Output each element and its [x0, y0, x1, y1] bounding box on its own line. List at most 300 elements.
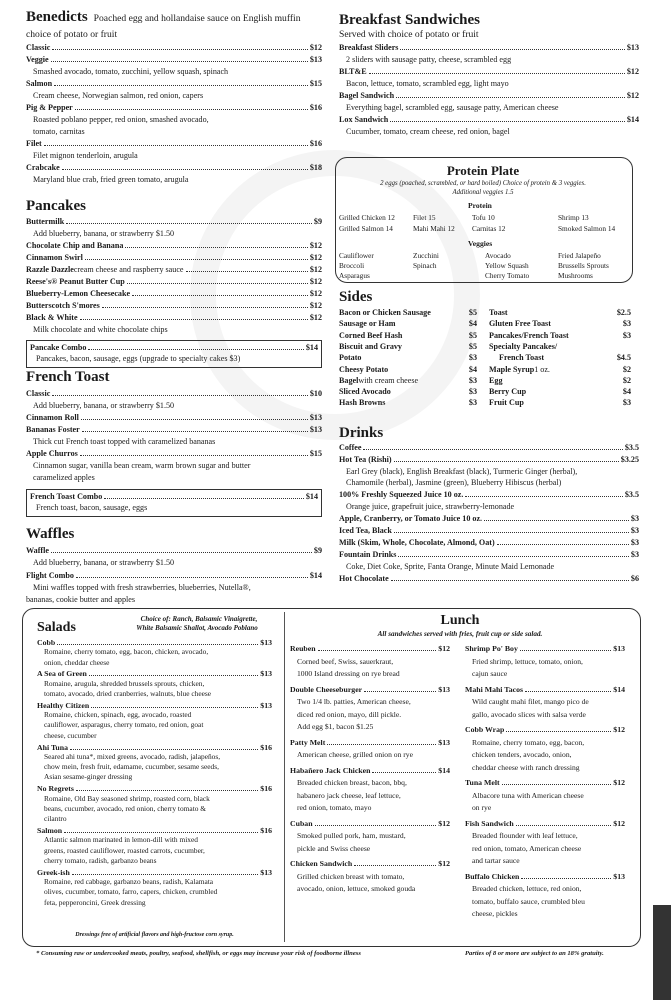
side-r-0-price: $2.5: [616, 308, 631, 317]
salads-title: Salads: [37, 620, 76, 635]
bs-3-desc: Cucumber, tomato, cream cheese, red onion, bagel: [346, 127, 510, 136]
side-r-1-name: Gluten Free Toast: [489, 319, 551, 329]
leader-dots: [372, 772, 436, 773]
salad-3-price: $16: [260, 742, 272, 752]
divider: [284, 612, 285, 942]
drink-tea-price: $3.25: [620, 455, 639, 464]
flight-combo-price: $14: [309, 571, 322, 580]
protein-name: Grilled Salmon: [339, 224, 384, 233]
ft-churros-name: Apple Churros: [26, 449, 78, 458]
fountain-desc: Coke, Diet Coke, Sprite, Fanta Orange, Minute Maid Lemonade: [346, 562, 555, 571]
drink-juice-price: $3: [630, 514, 639, 523]
veggie-item: Cauliflower: [339, 251, 374, 260]
side-l-8-price: $3: [468, 398, 477, 408]
pancake-6-name: Butterscotch S'mores: [26, 301, 100, 310]
benedict-3-price: $16: [309, 103, 322, 112]
protein-price: 12: [447, 224, 455, 233]
lunch-col1-1-desc: Add egg $1, bacon $1.25: [297, 722, 374, 731]
lunch-col1-2-desc: American cheese, grilled onion on rye: [297, 750, 413, 759]
ft-roll-price: $13: [309, 413, 322, 422]
leader-dots: [520, 650, 611, 651]
side-l-1-price: $4: [468, 319, 477, 329]
salad-2-desc: cheese, cucumber: [44, 730, 97, 740]
side-l-4-price: $3: [468, 353, 477, 363]
ft-roll-name: Cinnamon Roll: [26, 413, 79, 422]
salad-4-desc: Romaine, Old Bay seasoned shrimp, roasted corn, black: [44, 793, 210, 803]
salad-5-desc: Atlantic salmon marinated in lemon-dill with mixed: [44, 835, 198, 845]
lunch-col1-3-desc: red onion, tomato, mayo: [297, 803, 372, 812]
side-r-6-price: $2: [622, 375, 631, 385]
waffles-title: Waffles: [26, 526, 75, 542]
side-l-3-price: $5: [468, 341, 477, 351]
protein-name: Carnitas: [472, 224, 497, 233]
protein-price: 12: [498, 224, 506, 233]
lunch-col2-2-price: $12: [613, 725, 625, 734]
black-white-desc: Milk chocolate and white chocolate chips: [33, 325, 168, 334]
lunch-col1-3-price: $14: [438, 765, 450, 775]
veggie-item: Brussells Sprouts: [558, 261, 609, 270]
lunch-col2-2-name: Cobb Wrap: [465, 725, 505, 734]
lunch-col2-5-name: Buffalo Chicken: [465, 871, 520, 881]
leader-dots: [516, 825, 612, 826]
leader-dots: [64, 832, 258, 833]
bs-2-name: Bagel Sandwich: [339, 91, 395, 100]
lunch-col2-4-price: $12: [613, 818, 625, 828]
pancake-3-name: Razzle Dazzle: [26, 265, 74, 274]
leader-dots: [91, 707, 258, 708]
bs-3-name: Lox Sandwich: [339, 115, 389, 124]
lunch-col1-2-price: $13: [438, 737, 450, 747]
lunch-col2-5-desc: cheese, pickles: [472, 909, 518, 918]
protein-price: 12: [387, 213, 395, 222]
tea-desc: Earl Grey (black), English Breakfast (black), Turmeric Ginger (herbal),: [346, 467, 578, 476]
lunch-col2-0-desc: cajun sauce: [472, 669, 508, 678]
drink-fountain-price: $3: [630, 550, 639, 559]
lunch-col1-1-row: [290, 684, 450, 695]
salad-4-desc: beans, cucumber, avocado, red onion, cherry tomato &: [44, 803, 207, 813]
side-r-2-name: Pancakes/French Toast: [489, 330, 569, 340]
leader-dots: [57, 644, 258, 645]
side-l-4-name: Potato: [339, 353, 362, 363]
leader-dots: [315, 825, 437, 826]
drink-iced-name: Iced Tea, Black: [339, 526, 392, 535]
lunch-section: [290, 0, 630, 1000]
pancake-4-price: $12: [309, 277, 322, 286]
lunch-col1-0-name: Reuben: [290, 644, 316, 653]
side-l-6-price: $3: [468, 375, 477, 385]
lunch-col1-5-row: [290, 858, 450, 869]
salad-0-name: Cobb: [37, 638, 56, 647]
lunch-col2-4-desc: red onion, tomato, American cheese: [472, 843, 582, 853]
drink-coffee-price: $3.5: [624, 443, 639, 452]
bs-1-price: $12: [626, 67, 639, 76]
pancake-combo-price: $14: [305, 343, 318, 352]
benedict-0-name: Classic: [26, 43, 51, 52]
lunch-col1-0-row: [290, 643, 450, 654]
benedict-4-price: $16: [309, 139, 322, 148]
side-r-7-name: Berry Cup: [489, 387, 527, 397]
dressing-footnote: Dressings free of artificial flavors and high-fructose corn syrup.: [75, 932, 234, 938]
salad-0-desc: Romaine, cherry tomato, egg, bacon, chicken, avocado,: [44, 647, 209, 657]
leader-dots: [525, 691, 611, 692]
ft-combo-name: French Toast Combo: [30, 492, 103, 501]
lunch-col2-1-price: $14: [613, 684, 625, 694]
veggie-item: Zucchini: [413, 251, 439, 260]
salad-4-name: No Regrets: [37, 784, 74, 794]
benedict-0-price: $12: [309, 43, 322, 52]
side-l-7-name: Sliced Avocado: [339, 387, 391, 397]
side-l-1-name: Sausage or Ham: [339, 319, 396, 329]
ft-combo-price: $14: [305, 492, 318, 501]
salad-2-price: $13: [260, 700, 272, 710]
leader-dots: [354, 865, 436, 866]
salad-1-desc: tomato, avocado, dried cranberries, walnuts, blue cheese: [44, 689, 212, 698]
lunch-col2-3-name: Tuna Melt: [465, 778, 500, 787]
drink-coffee-name: Coffee: [339, 443, 362, 452]
pancake-7-price: $12: [309, 313, 322, 322]
salad-3-desc: chow mein, fresh fruit, edamame, cucumber, sesame seeds,: [44, 762, 219, 772]
side-r-5-price: $2: [622, 364, 631, 374]
lunch-col2-1-desc: Wild caught mahi filet, mango pico de: [472, 697, 589, 706]
lunch-col1-0-price: $12: [438, 644, 450, 653]
lunch-col2-3-price: $12: [613, 778, 625, 787]
protein-name: Tofu: [472, 213, 486, 222]
lunch-col2-1-row: [465, 684, 625, 695]
side-r-2-price: $3: [622, 330, 631, 340]
protein-name: Smoked Salmon: [558, 224, 607, 233]
drinks-title: Drinks: [339, 425, 384, 441]
lunch-col1-4-row: [290, 818, 450, 829]
waffle-price: $9: [313, 546, 322, 555]
drink-iced-price: $3: [630, 526, 639, 535]
flight-combo-name: Flight Combo: [26, 571, 74, 580]
side-l-5-name: Cheesy Potato: [339, 364, 389, 374]
ft-churros-desc2: caramelized apples: [33, 473, 95, 482]
salad-4-desc: cilantro: [44, 814, 67, 824]
drink-milk-name: Milk (Skim, Whole, Chocolate, Almond, Oat): [339, 538, 495, 547]
drink-oj-name: 100% Freshly Squeezed Juice 10 oz.: [339, 490, 464, 499]
veggie-item: Yellow Squash: [485, 261, 529, 270]
drink-juice-name: Apple, Cranberry, or Tomato Juice 10 oz.: [339, 514, 483, 523]
leader-dots: [89, 675, 258, 676]
protein-plate-title: Protein Plate: [446, 163, 520, 178]
veggies-label: Veggies: [468, 239, 493, 248]
benedicts-subtitle2: choice of potato or fruit: [26, 29, 118, 40]
drink-cocoa-name: Hot Chocolate: [339, 574, 389, 583]
salad-5-desc: cherry tomato, radish, garbanzo beans: [44, 855, 157, 865]
lunch-col2-2-desc: Romaine, cherry tomato, egg, bacon,: [472, 737, 585, 747]
pancake-3-price: $12: [309, 265, 322, 274]
breakfast-sandwiches-subtitle: Served with choice of potato or fruit: [339, 29, 479, 40]
veggie-item: Asparagus: [339, 271, 370, 280]
veggie-item: Spinach: [413, 261, 437, 270]
protein-plate-note: 2 eggs (poached, scrambled, or hard boiled) Choice of protein & 3 veggies.: [380, 180, 586, 187]
pancake-5-name: Blueberry-Lemon Cheesecake: [26, 289, 131, 298]
ft-churros-price: $15: [309, 449, 322, 458]
bs-3-price: $14: [626, 115, 639, 124]
lunch-col1-0-desc: 1000 Island dressing on rye bread: [297, 669, 400, 678]
bs-1-desc: Bacon, lettuce, tomato, scrambled egg, light mayo: [346, 79, 509, 88]
drink-oj-price: $3.5: [624, 490, 639, 499]
benedicts-subtitle: Poached egg and hollandaise sauce on English muffin: [93, 13, 301, 24]
salad-6-desc: olives, cucumber, tomato, farro, capers, chicken, crumbled: [44, 887, 218, 897]
ft-foster-desc: Thick cut French toast topped with caramelized bananas: [33, 437, 216, 446]
benedict-2-desc: Cream cheese, Norwegian salmon, red onion, capers: [33, 91, 204, 100]
raw-food-warning: * Consuming raw or undercooked meats, poultry, seafood, shellfish, or eggs may increase your risk of foodborne illness: [36, 950, 361, 957]
side-r-8-price: $3: [622, 398, 631, 408]
pancake-combo-name: Pancake Combo: [30, 343, 87, 352]
salad-1-name: A Sea of Green: [37, 669, 87, 679]
bs-0-desc: 2 sliders with sausage patty, cheese, scrambled egg: [346, 55, 512, 64]
pancake-0-name: Buttermilk: [26, 217, 65, 226]
lunch-col1-5-desc: Grilled chicken breast with tomato,: [297, 871, 405, 881]
leader-dots: [506, 731, 611, 732]
lunch-col2-1-name: Mahi Mahi Tacos: [465, 684, 524, 694]
ft-foster-price: $13: [309, 425, 322, 434]
protein-label: Protein: [468, 201, 492, 210]
salad-6-desc: Romaine, red cabbage, garbanzo beans, radish, Kalamata: [44, 876, 214, 886]
salad-2-desc: Romaine, chicken, spinach, egg, avocado, roasted: [44, 710, 192, 720]
lunch-col2-5-desc: Breaded chicken, lettuce, red onion,: [472, 884, 582, 893]
lunch-col2-4-desc: and tartar sauce: [472, 856, 520, 865]
protein-name: Shrimp: [558, 213, 580, 222]
lunch-col1-3-name: Habañero Jack Chicken: [290, 765, 371, 775]
salad-5-name: Salmon: [37, 825, 63, 835]
protein-plate-note2: Additional veggies 1.5: [452, 189, 514, 196]
protein-price: 13: [581, 213, 589, 222]
pancake-6-price: $12: [309, 301, 322, 310]
drink-fountain-name: Fountain Drinks: [339, 550, 397, 559]
side-l-5-price: $4: [468, 364, 477, 374]
lunch-col2-4-row: [465, 818, 625, 829]
lunch-col2-0-name: Shrimp Po' Boy: [465, 644, 518, 653]
ft-classic-name: Classic: [26, 389, 51, 398]
protein-name: Mahi Mahi: [413, 224, 446, 233]
pancake-1-price: $12: [309, 241, 322, 250]
side-tab: [653, 905, 671, 1000]
salad-0-desc: onion, cheddar cheese: [44, 657, 110, 667]
pancake-1-name: Chocolate Chip and Banana: [26, 241, 124, 250]
leader-dots: [521, 878, 611, 879]
protein-price: 14: [385, 224, 393, 233]
drink-tea-name: Hot Tea (Rishi): [339, 455, 392, 464]
side-r-5-name: Maple Syrup: [489, 364, 535, 374]
lunch-col1-3-desc: habanero jack cheese, leaf lettuce,: [297, 790, 401, 800]
lunch-col1-2-row: [290, 737, 450, 748]
side-r-6-name: Egg: [489, 375, 503, 385]
ft-classic-desc: Add blueberry, banana, or strawberry $1.50: [33, 401, 175, 410]
side-r-0-name: Toast: [489, 308, 508, 317]
pancake-3-extra: cream cheese and raspberry sauce: [73, 265, 184, 274]
leader-dots: [318, 650, 437, 651]
lunch-col1-5-desc: avocado, onion, lettuce, smoked gouda: [297, 884, 416, 893]
pancake-0-price: $9: [313, 217, 322, 226]
leader-dots: [70, 749, 258, 750]
oj-desc: Orange juice, grapefruit juice, strawberry-lemonade: [346, 502, 515, 511]
protein-price: 15: [428, 213, 436, 222]
lunch-col1-3-row: [290, 765, 450, 776]
veggie-item: Cherry Tomato: [485, 271, 530, 280]
side-l-6-name: Bagel: [339, 375, 359, 385]
benedict-3-desc2: tomato, carnitas: [33, 127, 85, 136]
benedicts-title: Benedicts: [26, 9, 88, 25]
lunch-col2-3-desc: Albacore tuna with American cheese: [472, 790, 584, 800]
lunch-col2-3-row: [465, 777, 625, 788]
salad-3-desc: Asian sesame-ginger dressing: [44, 772, 133, 782]
benedict-1-price: $13: [309, 55, 322, 64]
salad-6-desc: feta, pepperoncini, Greek dressing: [44, 897, 146, 907]
lunch-col1-0-desc: Corned beef, Swiss, sauerkraut,: [297, 656, 394, 666]
salad-2-desc: cauliflower, asparagus, cherry tomato, red onion, goat: [44, 720, 204, 730]
gratuity-note: Parties of 8 or more are subject to an 18% gratuity.: [465, 950, 604, 957]
lunch-col2-2-desc: chicken tenders, avocado, onion,: [472, 750, 572, 759]
leader-dots: [76, 790, 258, 791]
lunch-col2-0-price: $13: [613, 644, 625, 653]
side-r-1-price: $3: [622, 319, 631, 329]
lunch-col1-4-desc: Smoked pulled pork, ham, mustard,: [297, 831, 406, 840]
sides-title: Sides: [339, 289, 373, 305]
benedict-4-name: Filet: [26, 139, 42, 148]
protein-name: Grilled Chicken: [339, 213, 386, 222]
benedict-3-desc: Roasted poblano pepper, red onion, smashed avocado,: [33, 115, 209, 124]
bs-0-name: Breakfast Sliders: [339, 43, 399, 52]
benedict-5-name: Crabcake: [26, 163, 60, 172]
veggie-item: Mushrooms: [558, 271, 593, 280]
side-l-0-price: $5: [468, 308, 477, 317]
salad-5-desc: greens, roasted cauliflower, roasted carrots, cucumber,: [44, 845, 205, 855]
protein-price: 14: [607, 224, 616, 233]
side-r-3-name: Specialty Pancakes/: [489, 341, 558, 351]
dressing-choice2: White Balsamic Shallot, Avocado Poblano: [136, 624, 258, 632]
lunch-col1-2-name: Patty Melt: [290, 737, 326, 747]
bs-1-name: BLT&E: [339, 67, 367, 76]
leader-dots: [502, 784, 612, 785]
bs-0-price: $13: [626, 43, 639, 52]
lunch-col2-1-desc: gallo, avocado slices with salsa verde: [472, 709, 586, 719]
side-l-8-name: Hash Browns: [339, 398, 386, 408]
lunch-col1-5-name: Chicken Sandwich: [290, 859, 353, 868]
side-r-8-name: Fruit Cup: [489, 398, 524, 408]
buttermilk-desc: Add blueberry, banana, or strawberry $1.50: [33, 229, 175, 238]
bs-2-desc: Everything bagel, scrambled egg, sausage patty, American cheese: [346, 103, 559, 112]
side-r-4-price: $4.5: [616, 353, 631, 363]
salads-section: [37, 0, 272, 1000]
pancake-5-price: $12: [309, 289, 322, 298]
salad-3-desc: Seared ahi tuna*, mixed greens, avocado, radish, jalapeños,: [44, 751, 221, 761]
benedict-5-desc: Maryland blue crab, fried green tomato, arugula: [33, 175, 189, 184]
ft-combo-desc: French toast, bacon, sausage, eggs: [36, 503, 148, 512]
veggie-item: Fried Jalapeño: [558, 251, 601, 260]
salad-6-price: $13: [260, 867, 272, 877]
bs-2-price: $12: [626, 91, 639, 100]
salad-3-name: Ahi Tuna: [37, 742, 68, 752]
dressing-choice: Choice of: Ranch, Balsamic Vinaigrette,: [140, 615, 258, 623]
ft-classic-price: $10: [309, 389, 322, 398]
side-l-7-price: $3: [468, 387, 477, 397]
leader-dots: [72, 874, 259, 875]
side-l-6-extra: with cream cheese: [358, 375, 419, 385]
waffle-name: Waffle: [26, 546, 49, 555]
salad-2-name: Healthy Citizen: [37, 700, 90, 710]
benedict-4-desc: Filet mignon tenderloin, arugula: [33, 151, 138, 160]
lunch-col2-0-row: [465, 643, 625, 654]
flight-desc2: bananas, cookie butter and apples: [26, 595, 136, 604]
benedict-5-price: $18: [309, 163, 322, 172]
pancake-combo-desc: Pancakes, bacon, sausage, eggs (upgrade to specialty cakes $3): [36, 354, 241, 363]
side-l-3-name: Biscuit and Gravy: [339, 341, 402, 351]
lunch-col2-2-row: [465, 724, 625, 735]
lunch-title: Lunch: [440, 613, 480, 628]
lunch-col1-3-desc: Breaded chicken breast, bacon, bbq,: [297, 778, 407, 787]
pancake-2-name: Cinnamon Swirl: [26, 253, 83, 262]
lunch-col1-5-price: $12: [438, 859, 450, 868]
drink-cocoa-price: $6: [630, 574, 639, 583]
salad-5-price: $16: [260, 825, 272, 835]
benedict-1-desc: Smashed avocado, tomato, zucchini, yellow squash, spinach: [33, 67, 229, 76]
protein-price: 10: [487, 213, 495, 222]
benedict-2-name: Salmon: [26, 79, 53, 88]
lunch-col2-0-desc: Fried shrimp, lettuce, tomato, onion,: [472, 656, 583, 666]
salad-4-price: $16: [260, 784, 272, 794]
lunch-col1: [290, 0, 450, 1000]
protein-name: Filet: [413, 213, 427, 222]
benedict-3-name: Pig & Pepper: [26, 103, 73, 112]
pancake-2-price: $12: [309, 253, 322, 262]
ft-foster-name: Bananas Foster: [26, 425, 80, 434]
lunch-col1-1-price: $13: [438, 684, 450, 694]
lunch-col2-4-desc: Breaded flounder with leaf lettuce,: [472, 831, 578, 840]
salad-1-desc: Romaine, arugula, shredded brussels sprouts, chicken,: [44, 678, 205, 688]
veggie-item: Avocado: [485, 251, 511, 260]
flight-desc: Mini waffles topped with fresh strawberries, blueberries, Nutella®,: [33, 583, 251, 592]
breakfast-sandwiches-title: Breakfast Sandwiches: [339, 12, 480, 28]
tea-desc2: Chamomile (herbal), Jasmine (green), Blueberry Hibiscus (herbal): [346, 478, 562, 487]
drink-milk-price: $3: [630, 538, 639, 547]
lunch-col2-5-desc: tomato, buffalo sauce, crumbled bleu: [472, 896, 585, 906]
pancake-4-name: Reese's® Peanut Butter Cup: [26, 277, 125, 286]
side-l-2-price: $5: [468, 330, 477, 340]
side-l-2-name: Corned Beef Hash: [339, 330, 403, 340]
lunch-col2-3-desc: on rye: [472, 803, 492, 812]
lunch-col2-4-name: Fish Sandwich: [465, 818, 514, 828]
pancake-7-name: Black & White: [26, 313, 78, 322]
veggie-item: Broccoli: [339, 261, 365, 270]
lunch-col1-1-name: Double Cheeseburger: [290, 684, 363, 694]
lunch-col1-1-desc: Two 1/4 lb. patties, American cheese,: [297, 697, 411, 706]
benedict-2-price: $15: [309, 79, 322, 88]
pancakes-title: Pancakes: [26, 198, 86, 214]
side-r-5-extra: 1 oz.: [534, 364, 550, 374]
waffle-desc: Add blueberry, banana, or strawberry $1.50: [33, 558, 175, 567]
lunch-col1-1-desc: diced red onion, mayo, dill pickle.: [297, 709, 402, 719]
benedict-1-name: Veggie: [26, 55, 49, 64]
side-r-7-price: $4: [622, 387, 631, 397]
lunch-col2-5-row: [465, 871, 625, 882]
lunch-col2-2-desc: cheddar cheese with ranch dressing: [472, 762, 580, 772]
lunch-subtitle: All sandwiches served with fries, fruit cup or side salad.: [377, 630, 543, 638]
salad-1-price: $13: [260, 669, 272, 679]
lunch-col1-4-price: $12: [438, 818, 450, 828]
french-toast-title: French Toast: [26, 369, 110, 385]
salad-6-name: Greek-ish: [37, 867, 70, 877]
ft-churros-desc: Cinnamon sugar, vanilla bean cream, warm brown sugar and butter: [33, 461, 251, 470]
lunch-col2-5-price: $13: [613, 871, 625, 881]
leader-dots: [327, 744, 436, 745]
lunch-col1-4-desc: pickle and Swiss cheese: [297, 843, 371, 853]
salad-0-price: $13: [260, 638, 272, 647]
leader-dots: [364, 691, 436, 692]
lunch-col1-4-name: Cuban: [290, 818, 313, 828]
